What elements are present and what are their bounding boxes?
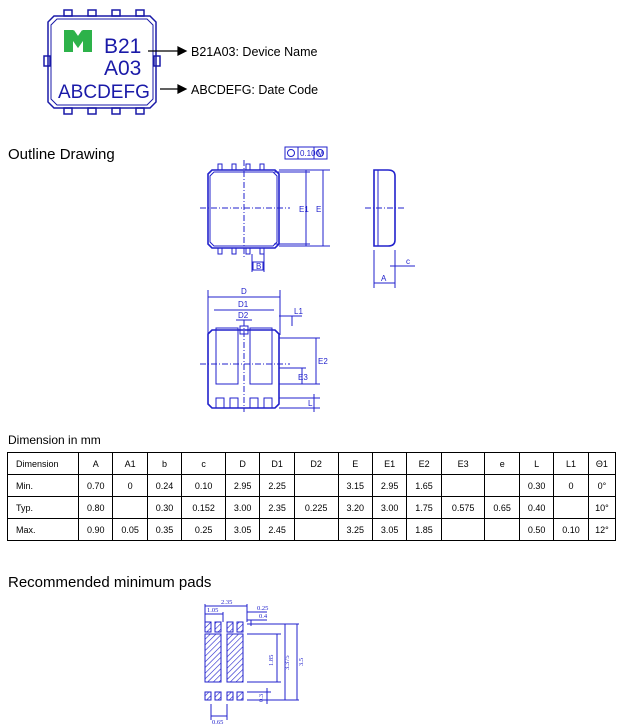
table-cell: 0.10 (554, 519, 588, 541)
label-L1: L1 (294, 307, 303, 316)
table-cell: 0.80 (79, 497, 113, 519)
row-label: Max. (8, 519, 79, 541)
pad-dim-065: 0.65 (212, 719, 224, 726)
table-cell: 1.85 (407, 519, 441, 541)
table-cell: 3.15 (338, 475, 372, 497)
dimension-table (7, 452, 616, 541)
table-cell: 3.20 (338, 497, 372, 519)
pad-dim-35: 3.5 (298, 657, 305, 666)
table-cell: 0.24 (147, 475, 181, 497)
table-cell: 2.45 (260, 519, 294, 541)
row-label: Typ. (8, 497, 79, 519)
table-cell (441, 519, 485, 541)
table-cell: 0.35 (147, 519, 181, 541)
table-cell (485, 475, 519, 497)
label-E1: E1 (299, 205, 309, 214)
label-D: D (241, 287, 247, 296)
header-cell: A (79, 453, 113, 475)
header-cell: Dimension (8, 453, 79, 475)
table-cell (294, 519, 338, 541)
table-cell: 0.70 (79, 475, 113, 497)
table-cell: 0.225 (294, 497, 338, 519)
marking-line2: A03 (104, 57, 142, 80)
label-L: L (308, 399, 313, 408)
pad-dim-3375: 3.375 (284, 655, 291, 670)
pad-dim-025: 0.25 (257, 605, 269, 612)
table-cell: 0° (588, 475, 615, 497)
pad-dim-03: 0.3 (258, 693, 265, 702)
dimension-heading: Dimension in mm (8, 433, 101, 447)
table-cell: 0.30 (519, 475, 553, 497)
pad-dim-235: 2.35 (221, 599, 233, 606)
header-cell: E3 (441, 453, 485, 475)
table-cell: 0.05 (113, 519, 147, 541)
table-cell: 10° (588, 497, 615, 519)
header-cell: D2 (294, 453, 338, 475)
table-cell: 1.65 (407, 475, 441, 497)
table-cell: 0.50 (519, 519, 553, 541)
table-cell: 0.10 (182, 475, 226, 497)
label-A: A (381, 274, 387, 283)
table-cell: 3.00 (372, 497, 406, 519)
table-cell: 0 (554, 475, 588, 497)
header-cell: A1 (113, 453, 147, 475)
table-cell: 3.05 (225, 519, 259, 541)
pads-drawing (195, 598, 325, 726)
table-cell: 2.35 (260, 497, 294, 519)
table-row (8, 497, 616, 519)
tolerance-value: 0.10 (300, 149, 316, 158)
device-name-label: B21A03: Device Name (191, 45, 318, 59)
marking-line1: B21 (104, 35, 142, 58)
table-cell: 0.90 (79, 519, 113, 541)
table-cell: 3.25 (338, 519, 372, 541)
header-cell: E (338, 453, 372, 475)
header-cell: Θ1 (588, 453, 615, 475)
table-row (8, 519, 616, 541)
brand-logo (64, 30, 92, 52)
label-E3: E3 (298, 373, 308, 382)
label-b: B (256, 262, 262, 271)
table-cell: 0.152 (182, 497, 226, 519)
table-cell: 12° (588, 519, 615, 541)
table-header-row (8, 453, 616, 475)
pads-heading: Recommended minimum pads (8, 574, 212, 591)
table-cell: 0.25 (182, 519, 226, 541)
header-cell: L1 (554, 453, 588, 475)
header-cell: e (485, 453, 519, 475)
table-cell: 1.75 (407, 497, 441, 519)
header-cell: L (519, 453, 553, 475)
outline-heading: Outline Drawing (8, 146, 115, 163)
pad-dim-04: 0.4 (259, 613, 268, 620)
header-cell: c (182, 453, 226, 475)
tolerance-symbol: M (317, 149, 324, 158)
table-cell: 3.05 (372, 519, 406, 541)
table-cell: 0.575 (441, 497, 485, 519)
table-row (8, 475, 616, 497)
label-c: c (406, 257, 410, 266)
header-cell: D (225, 453, 259, 475)
pad-dim-105: 1.05 (207, 607, 219, 614)
table-cell (441, 475, 485, 497)
pad-dim-185: 1.85 (268, 654, 275, 666)
row-label: Min. (8, 475, 79, 497)
label-D2: D2 (238, 311, 249, 320)
marking-line3: ABCDEFG (58, 82, 150, 103)
table-cell: 2.95 (225, 475, 259, 497)
table-cell: 2.25 (260, 475, 294, 497)
label-E2: E2 (318, 357, 328, 366)
table-cell: 0 (113, 475, 147, 497)
table-cell: 0.30 (147, 497, 181, 519)
header-cell: D1 (260, 453, 294, 475)
label-E: E (316, 205, 322, 214)
header-cell: E2 (407, 453, 441, 475)
table-cell: 0.40 (519, 497, 553, 519)
header-cell: b (147, 453, 181, 475)
table-cell (294, 475, 338, 497)
table-cell: 0.65 (485, 497, 519, 519)
label-D1: D1 (238, 300, 249, 309)
table-cell (485, 519, 519, 541)
header-cell: E1 (372, 453, 406, 475)
table-cell (113, 497, 147, 519)
date-code-label: ABCDEFG: Date Code (191, 83, 319, 97)
marking-diagram (40, 8, 370, 118)
table-cell: 2.95 (372, 475, 406, 497)
outline-drawing (190, 140, 430, 430)
table-cell: 3.00 (225, 497, 259, 519)
table-cell (554, 497, 588, 519)
